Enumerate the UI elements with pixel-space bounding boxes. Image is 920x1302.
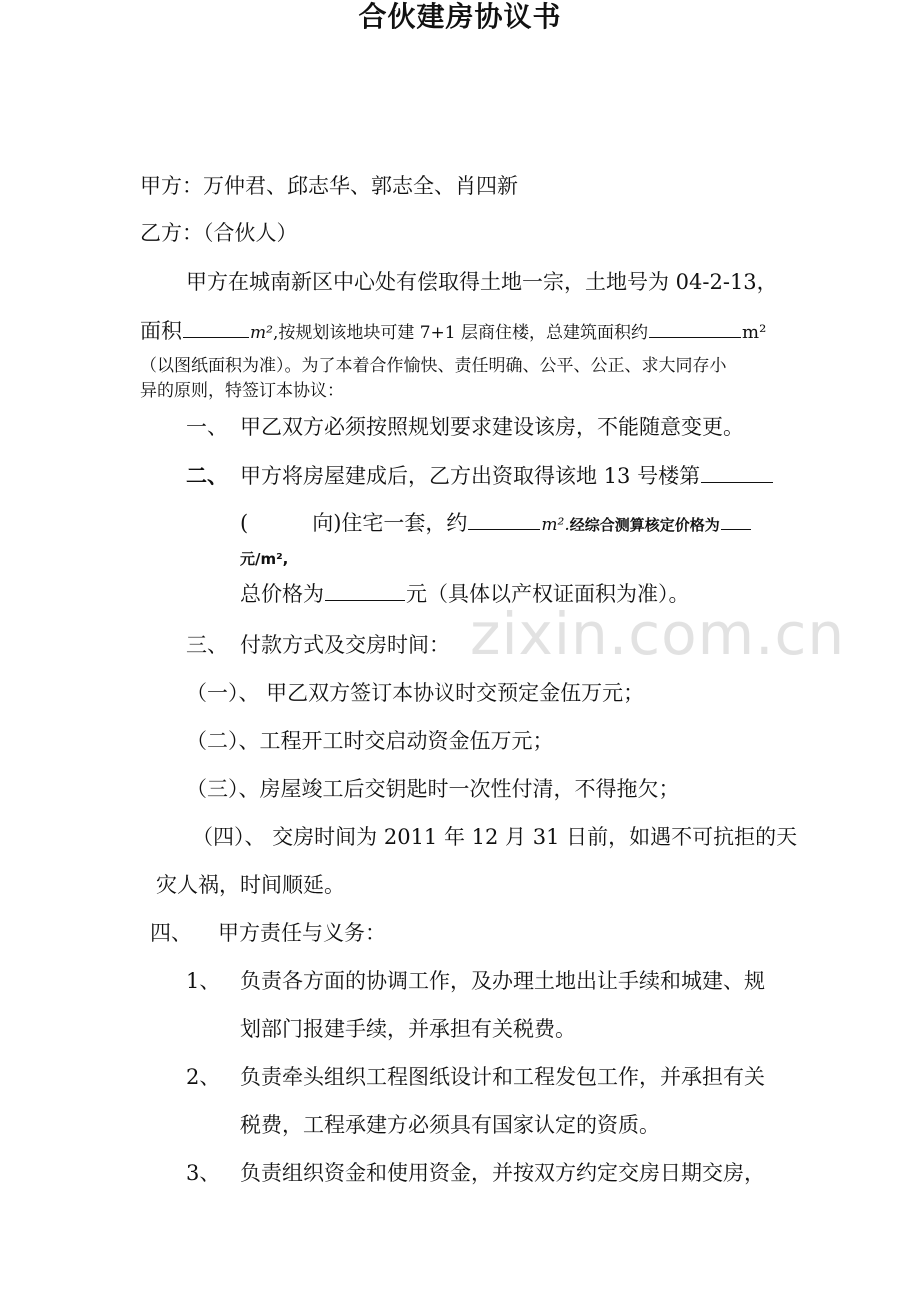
clause-4-number: 四、 — [150, 921, 192, 945]
clause-1-text: 甲乙双方必须按照规划要求建设该房，不能随意变更。 — [240, 415, 744, 439]
area-blank — [183, 317, 249, 338]
party-a: 甲方：万仲君、邱志华、郭志全、肖四新 — [140, 174, 518, 198]
clause-3-text: 付款方式及交房时间： — [240, 633, 450, 657]
duty-1-number: 1、 — [186, 969, 221, 993]
price-blank — [721, 509, 751, 530]
duty-2-line-1: 负责牵头组织工程图纸设计和工程发包工作，并承担有关 — [240, 1065, 765, 1089]
document-title: 合伙建房协议书 — [358, 0, 562, 33]
duty-2-line-2: 税费，工程承建方必须具有国家认定的资质。 — [240, 1113, 660, 1137]
price-label: 经综合测算核定价格为 — [569, 516, 720, 534]
intro-line-3: （以图纸面积为准）。为了本着合作愉快、责任明确、公平、公正、求大同存小 — [140, 356, 727, 376]
clause-2-line-2 — [240, 509, 752, 539]
payment-item-4: （四）、 交房时间为 2011 年 12 月 31 日前，如遇不可抗拒的天 — [192, 825, 798, 849]
total-area-blank — [649, 317, 741, 338]
payment-item-4-cont: 灾人祸，时间顺延。 — [156, 873, 345, 897]
duty-1-line-1: 负责各方面的协调工作，及办理土地出让手续和城建、规 — [240, 969, 765, 993]
direction-rest: 向)住宅一套，约 — [312, 511, 468, 535]
area-rest: ,按规划该地块可建 7+1 层商住楼，总建筑面积约 — [272, 323, 649, 343]
total-price-rest: 元（具体以产权证面积为准）。 — [406, 582, 690, 606]
duty-2-number: 2、 — [186, 1065, 221, 1089]
duty-1-line-2: 划部门报建手续，并承担有关税费。 — [240, 1017, 576, 1041]
intro-line-2 — [140, 317, 766, 347]
clause-2-number: 二、 — [186, 463, 228, 488]
clause-2-line-4 — [240, 580, 690, 608]
payment-item-3: （三）、房屋竣工后交钥匙时一次性付清，不得拖欠； — [186, 777, 680, 801]
clause-2-line-1: 甲方将房屋建成后，乙方出资取得该地 13 号楼第 — [240, 464, 701, 488]
intro-line-1: 甲方在城南新区中心处有偿取得土地一宗，土地号为 04-2-13， — [186, 270, 778, 294]
intro-line-4: 异的原则，特签订本协议： — [140, 381, 344, 401]
unit-area-unit: m². — [541, 515, 570, 535]
clause-1-number: 一、 — [186, 415, 228, 439]
clause-4-text: 甲方责任与义务： — [218, 921, 386, 945]
clause-2-text — [240, 462, 774, 490]
clause-3-number: 三、 — [186, 633, 228, 657]
total-price-blank — [325, 580, 405, 601]
duty-3-number: 3、 — [186, 1161, 221, 1185]
unit-area-blank — [468, 509, 540, 530]
direction-open: ( — [240, 511, 249, 535]
party-b: 乙方：（合伙人） — [140, 221, 298, 245]
payment-item-1: （一）、 甲乙双方签订本协议时交预定金伍万元； — [186, 681, 645, 705]
total-area-unit: m² — [742, 322, 767, 343]
duty-3-line-1: 负责组织资金和使用资金，并按双方约定交房日期交房， — [240, 1161, 765, 1185]
total-price-label: 总价格为 — [240, 582, 324, 606]
payment-item-2: （二）、工程开工时交启动资金伍万元； — [186, 729, 554, 753]
area-unit: m² — [250, 323, 273, 343]
floor-blank — [701, 462, 773, 483]
watermark: zixin.com.cn — [470, 600, 846, 668]
area-label: 面积 — [140, 319, 182, 343]
price-unit: 元/m², — [240, 550, 289, 568]
